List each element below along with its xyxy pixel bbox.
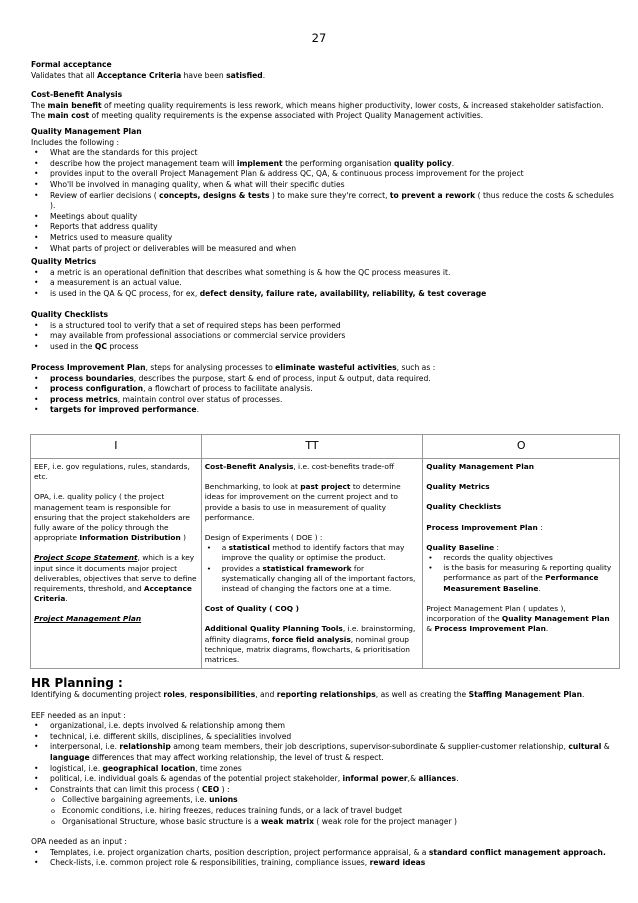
list-item: • records the quality objectives xyxy=(426,553,616,563)
tool-additional: Additional Quality Planning Tools, i.e. brainstorming, affinity diagrams, force field analysis, nominal group technique, matrix diagrams, flowcharts, & prioritisation matrices. xyxy=(204,624,416,665)
doe-list xyxy=(205,543,420,594)
quality-metrics-list xyxy=(31,268,616,300)
list-item: • is a structured tool to verify that a set of required steps has been performed xyxy=(31,321,616,332)
list-item: • used in the QC process xyxy=(31,342,616,353)
list-item: • Meetings about quality xyxy=(31,212,616,223)
process-improvement-section xyxy=(31,363,616,416)
list-item: • process configuration, a flowchart of process to facilitate analysis. xyxy=(31,384,616,395)
list-item: • targets for improved performance. xyxy=(31,405,616,416)
hr-planning-heading: HR Planning : xyxy=(31,676,123,690)
formal-acceptance-section xyxy=(31,60,616,81)
list-item: • Who'll be involved in managing quality, when & what will their specific duties xyxy=(31,180,616,191)
qmp-intro: Includes the following : xyxy=(31,137,119,147)
list-item: o Organisational Structure, whose basic structure is a weak matrix ( weak role for the project manager ) xyxy=(31,817,616,828)
process-improvement-intro: Process Improvement Plan, steps for analysing processes to eliminate wasteful activities, such as : xyxy=(31,363,436,372)
output-qmp: Quality Management Plan xyxy=(426,462,534,471)
hr-planning-section xyxy=(31,690,616,869)
outputs-cell xyxy=(423,459,620,669)
list-item: • Templates, i.e. project organization charts, position description, project performance appraisal, & a standard conflict management approach. xyxy=(31,848,616,859)
cost-benefit-text: The main benefit of meeting quality requirements is less rework, which means higher productivity, lower costs, & increased stakeholder satisfaction. The main cost of meeting quality requirements is the expense associated with Project Quality Management activities. xyxy=(31,100,604,121)
list-item: o Collective bargaining agreements, i.e. unions xyxy=(31,795,616,806)
input-project-management-plan: Project Management Plan xyxy=(34,614,142,624)
hr-eef-list xyxy=(31,721,616,827)
quality-metrics-heading: Quality Metrics xyxy=(31,257,97,266)
list-item: • Reports that address quality xyxy=(31,222,616,233)
output-pmp-updates: Project Management Plan ( updates ), incorporation of the Quality Management Plan & Process Improvement Plan. xyxy=(426,603,610,634)
list-item: • process boundaries, describes the purpose, start & end of process, input & output, data required. xyxy=(31,374,616,385)
list-item: o Economic conditions, i.e. hiring freezes, reduces training funds, or a lack of travel budget xyxy=(31,806,616,817)
tool-doe: Design of Experiments ( DOE ) : xyxy=(204,533,323,543)
table-row xyxy=(31,459,620,669)
outputs-header: O xyxy=(423,435,620,459)
output-pip: Process Improvement Plan : xyxy=(426,522,543,532)
quality-checklists-heading: Quality Checklists xyxy=(31,310,108,319)
list-item: • a metric is an operational definition that describes what something is & how the QC process measures it. xyxy=(31,268,616,279)
input-opa: OPA, i.e. quality policy ( the project management team is responsible for ensuring that the project stakeholders are fully aware of the policy through the appropriate Information Distribution ) xyxy=(34,492,190,543)
cost-benefit-section xyxy=(31,90,616,122)
list-item: • logistical, i.e. geographical location, time zones xyxy=(31,764,616,775)
tool-cost-benefit: Cost-Benefit Analysis, i.e. cost-benefits trade-off xyxy=(204,462,395,471)
list-item: • interpersonal, i.e. relationship among team members, their job descriptions, supervisor-subordinate & supplier-customer relationship, cultural & language differences that may affect working relationship, the level of trust & respect. xyxy=(31,742,616,763)
list-item: • Constraints that can limit this process ( CEO ) : xyxy=(31,785,616,796)
formal-acceptance-text: Validates that all Acceptance Criteria have been satisfied. xyxy=(31,70,266,80)
table-header-row xyxy=(31,435,620,459)
hr-eef-heading: EEF needed as an input : xyxy=(31,710,126,720)
list-item: • political, i.e. individual goals & agendas of the potential project stakeholder, informal power,& alliances. xyxy=(31,774,616,785)
output-baseline: Quality Baseline : xyxy=(426,542,500,552)
formal-acceptance-heading: Formal acceptance xyxy=(31,60,112,69)
qmp-list xyxy=(31,148,616,254)
list-item: • Check-lists, i.e. common project role & responsibilities, training, compliance issues, reward ideas xyxy=(31,858,616,869)
list-item: • is the basis for measuring & reporting quality performance as part of the Performance Measurement Baseline. xyxy=(426,563,616,594)
list-item: • provides a statistical framework for systematically changing all of the important factors, instead of changing the factors one at a time. xyxy=(205,564,420,595)
list-item: • may available from professional associations or commercial service providers xyxy=(31,331,616,342)
input-scope-statement: Project Scope Statement, which is a key input since it documents major project deliverables, objectives that serve to define requirements, threshold, and Acceptance Criteria. xyxy=(34,553,197,604)
list-item: • a measurement is an actual value. xyxy=(31,278,616,289)
list-item: • a statistical method to identify factors that may improve the quality or optimise the product. xyxy=(205,543,420,563)
quality-checklists-list xyxy=(31,321,616,353)
tool-coq: Cost of Quality ( COQ ) xyxy=(204,604,299,614)
hr-summary: Identifying & documenting project roles, responsibilities, and reporting relationships, as well as creating the Staffing Management Plan. xyxy=(31,690,585,699)
inputs-cell xyxy=(31,459,202,669)
list-item: • Review of earlier decisions ( concepts, designs & tests ) to make sure they're correct, to prevent a rework ( thus reduce the costs & schedules ). xyxy=(31,191,616,212)
output-checklists: Quality Checklists xyxy=(426,502,502,512)
page-number: 27 xyxy=(311,31,327,45)
qmp-heading: Quality Management Plan xyxy=(31,127,142,136)
input-eef: EEF, i.e. gov regulations, rules, standards, etc. xyxy=(34,462,190,482)
hr-opa-heading: OPA needed as an input : xyxy=(31,837,127,847)
list-item: • Metrics used to measure quality xyxy=(31,233,616,244)
quality-checklists-section xyxy=(31,310,616,352)
list-item: • organizational, i.e. depts involved & relationship among them xyxy=(31,721,616,732)
list-item: • is used in the QA & QC process, for ex, defect density, failure rate, availability, reliability, & test coverage xyxy=(31,289,616,300)
tools-techniques-header: TT xyxy=(201,435,423,459)
list-item: • describe how the project management team will implement the performing organisation quality policy. xyxy=(31,159,616,170)
list-item: • process metrics, maintain control over status of processes. xyxy=(31,395,616,406)
quality-metrics-section xyxy=(31,257,616,299)
list-item: • technical, i.e. different skills, disciplines, & specialities involved xyxy=(31,732,616,743)
cost-benefit-heading: Cost-Benefit Analysis xyxy=(31,90,123,99)
quality-management-plan-section xyxy=(31,127,616,254)
list-item: • provides input to the overall Project Management Plan & address QC, QA, & continuous process improvement for the project xyxy=(31,169,616,180)
baseline-list xyxy=(426,553,616,594)
list-item: • What parts of project or deliverables will be measured and when xyxy=(31,244,616,255)
list-item: • What are the standards for this project xyxy=(31,148,616,159)
tools-cell xyxy=(201,459,423,669)
itto-table xyxy=(30,434,620,669)
output-metrics: Quality Metrics xyxy=(426,482,490,492)
inputs-header: I xyxy=(31,435,202,459)
process-improvement-list xyxy=(31,374,616,416)
hr-opa-list xyxy=(31,848,616,869)
tool-benchmarking: Benchmarking, to look at past project to determine ideas for improvement on the current project and to provide a basis to use in measurement of quality performance. xyxy=(204,482,401,522)
